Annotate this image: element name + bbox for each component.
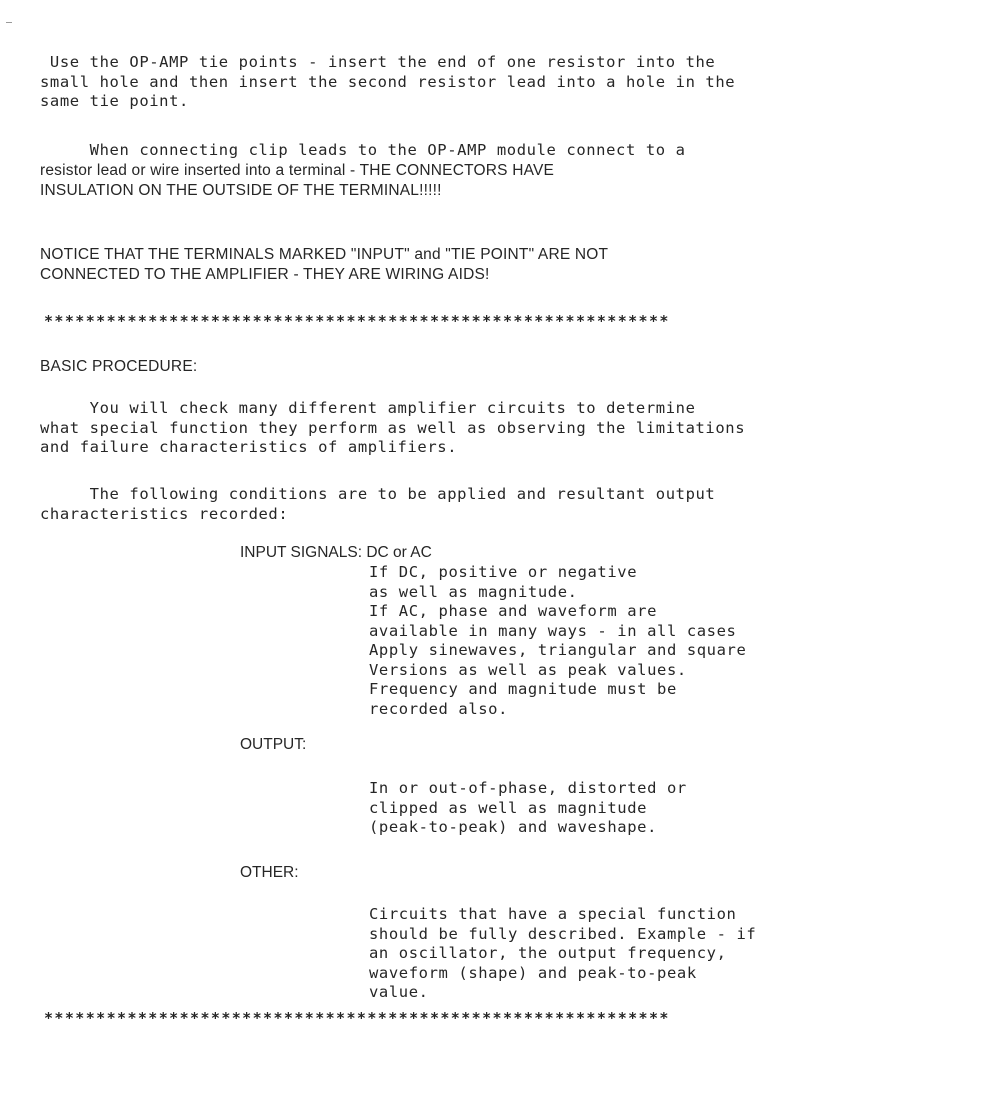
input-signals-detail: If DC, positive or negative as well as magnitude. If AC, phase and waveform are available in many ways - in all cases Apply sinewaves, triangular and square Versions as well as peak values. Frequency and magnitude must be recorded also. — [369, 563, 747, 718]
output-label: OUTPUT: — [240, 736, 307, 753]
input-signals-label: INPUT SIGNALS: DC or AC — [240, 544, 432, 561]
clip-leads-paragraph-line-2: resistor lead or wire inserted into a terminal - THE CONNECTORS HAVE — [40, 162, 555, 179]
scan-speck — [6, 22, 12, 23]
conditions-paragraph: The following conditions are to be applied and resultant output characteristics recorded: — [40, 485, 716, 523]
output-detail: In or out-of-phase, distorted or clipped as well as magnitude (peak-to-peak) and waveshape. — [369, 779, 687, 836]
op-amp-tie-points-paragraph: Use the OP-AMP tie points - insert the end of one resistor into the small hole and then insert the second resistor lead into a hole in the same tie point. — [40, 53, 736, 110]
clip-leads-paragraph-line-1: When connecting clip leads to the OP-AMP module connect to a — [40, 141, 686, 159]
basic-procedure-heading: BASIC PROCEDURE: — [40, 358, 198, 375]
other-detail: Circuits that have a special function should be fully described. Example - if an oscillator, the output frequency, waveform (shape) and peak-to-peak value. — [369, 905, 757, 1001]
other-label: OTHER: — [240, 864, 299, 881]
clip-leads-paragraph-line-3: INSULATION ON THE OUTSIDE OF THE TERMINAL!!!!! — [40, 182, 442, 199]
notice-paragraph: NOTICE THAT THE TERMINALS MARKED "INPUT" and "TIE POINT" ARE NOT CONNECTED TO THE AMPLIFIER - THEY ARE WIRING AIDS! — [40, 246, 609, 283]
separator-top: ************************************************************ — [44, 314, 670, 329]
check-circuits-paragraph: You will check many different amplifier circuits to determine what special function they perform as well as observing the limitations and failure characteristics of amplifiers. — [40, 399, 746, 456]
separator-bottom: ************************************************************ — [44, 1011, 670, 1026]
